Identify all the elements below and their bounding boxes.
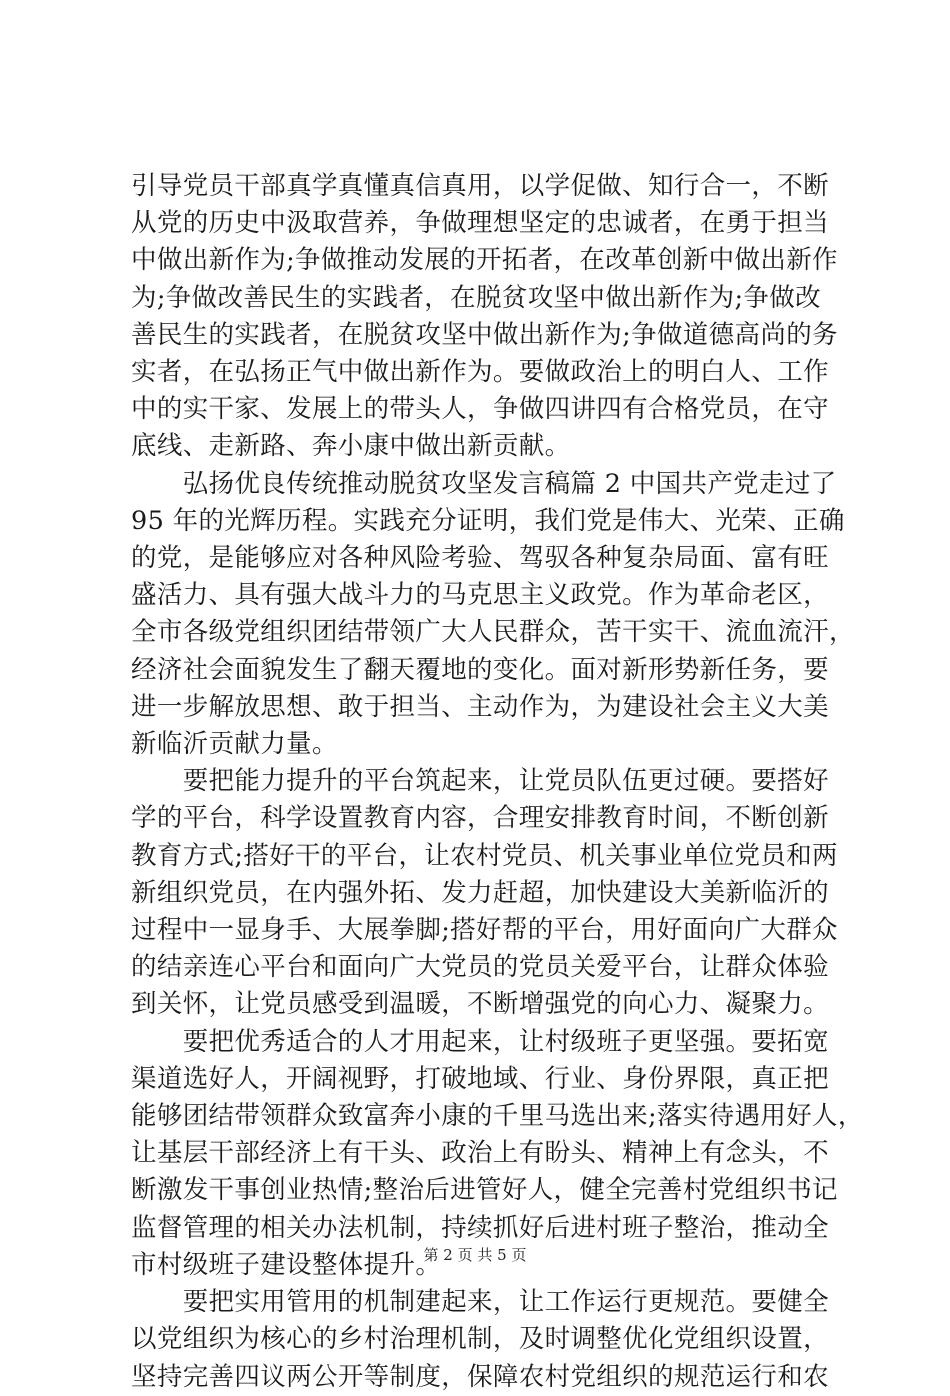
text-line: 经济社会面貌发生了翻天覆地的变化。面对新形势新任务，要 [131, 654, 829, 685]
text-line: 渠道选好人，开阔视野，打破地域、行业、身份界限，真正把 [131, 1063, 829, 1094]
text-line: 要把实用管用的机制建起来，让工作运行更规范。要健全 [131, 1287, 829, 1318]
text-line: 盛活力、具有强大战斗力的马克思主义政党。作为革命老区， [131, 580, 829, 611]
text-line: 能够团结带领群众致富奔小康的千里马选出来;落实待遇用好人， [131, 1101, 864, 1132]
text-line: 监督管理的相关办法机制，持续抓好后进村班子整治，推动全 [131, 1212, 829, 1243]
text-line: 教育方式;搭好干的平台，让农村党员、机关事业单位党员和两 [131, 840, 838, 871]
text-line: 实者，在弘扬正气中做出新作为。要做政治上的明白人、工作 [131, 357, 829, 388]
text-line: 中做出新作为;争做推动发展的开拓者，在改革创新中做出新作 [131, 245, 838, 276]
text-line: 断激发干事创业热情;整治后进管好人，健全完善村党组织书记 [131, 1175, 838, 1206]
text-line: 从党的历史中汲取营养，争做理想坚定的忠诚者，在勇于担当 [131, 208, 829, 239]
text-line: 新临沂贡献力量。 [131, 729, 338, 760]
paragraph-5 [131, 1284, 829, 1396]
text-line: 中的实干家、发展上的带头人，争做四讲四有合格党员，在守 [131, 394, 829, 425]
page-number-footer: 第 2 页 共 5 页 [423, 1246, 527, 1264]
paragraph-2 [131, 466, 855, 764]
text-line: 95 年的光辉历程。实践充分证明，我们党是伟大、光荣、正确 [131, 505, 845, 536]
text-line: 新组织党员，在内强外拓、发力赶超，加快建设大美新临沂的 [131, 877, 829, 908]
text-line: 市村级班子建设整体提升。 [131, 1249, 442, 1280]
text-line: 坚持完善四议两公开等制度，保障农村党组织的规范运行和农 [131, 1361, 829, 1392]
text-line: 底线、走新路、奔小康中做出新贡献。 [131, 431, 571, 462]
text-line: 弘扬优良传统推动脱贫攻坚发言稿篇 2 中国共产党走过了 [131, 468, 837, 499]
text-line: 到关怀，让党员感受到温暖，不断增强党的向心力、凝聚力。 [131, 989, 829, 1020]
text-line: 要把能力提升的平台筑起来，让党员队伍更过硬。要搭好 [131, 766, 829, 797]
text-line: 善民生的实践者，在脱贫攻坚中做出新作为;争做道德高尚的务 [131, 319, 838, 350]
paragraph-3 [131, 763, 838, 1023]
paragraph-1 [131, 168, 838, 466]
text-line: 为;争做改善民生的实践者，在脱贫攻坚中做出新作为;争做改 [131, 282, 821, 313]
text-line: 以党组织为核心的乡村治理机制，及时调整优化党组织设置， [131, 1324, 829, 1355]
text-line: 进一步解放思想、敢于担当、主动作为，为建设社会主义大美 [131, 691, 829, 722]
text-line: 过程中一显身手、大展拳脚;搭好帮的平台，用好面向广大群众 [131, 915, 838, 946]
text-line: 的结亲连心平台和面向广大党员的党员关爱平台，让群众体验 [131, 952, 829, 983]
text-line: 要把优秀适合的人才用起来，让村级班子更坚强。要拓宽 [131, 1026, 829, 1057]
text-line: 的党，是能够应对各种风险考验、驾驭各种复杂局面、富有旺 [131, 543, 829, 574]
text-line: 全市各级党组织团结带领广大人民群众，苦干实干、流血流汗， [131, 617, 855, 648]
text-line: 学的平台，科学设置教育内容，合理安排教育时间，不断创新 [131, 803, 829, 834]
text-line: 让基层干部经济上有干头、政治上有盼头、精神上有念头，不 [131, 1138, 829, 1169]
document-body [131, 168, 864, 1396]
text-line: 引导党员干部真学真懂真信真用，以学促做、知行合一，不断 [131, 171, 829, 201]
